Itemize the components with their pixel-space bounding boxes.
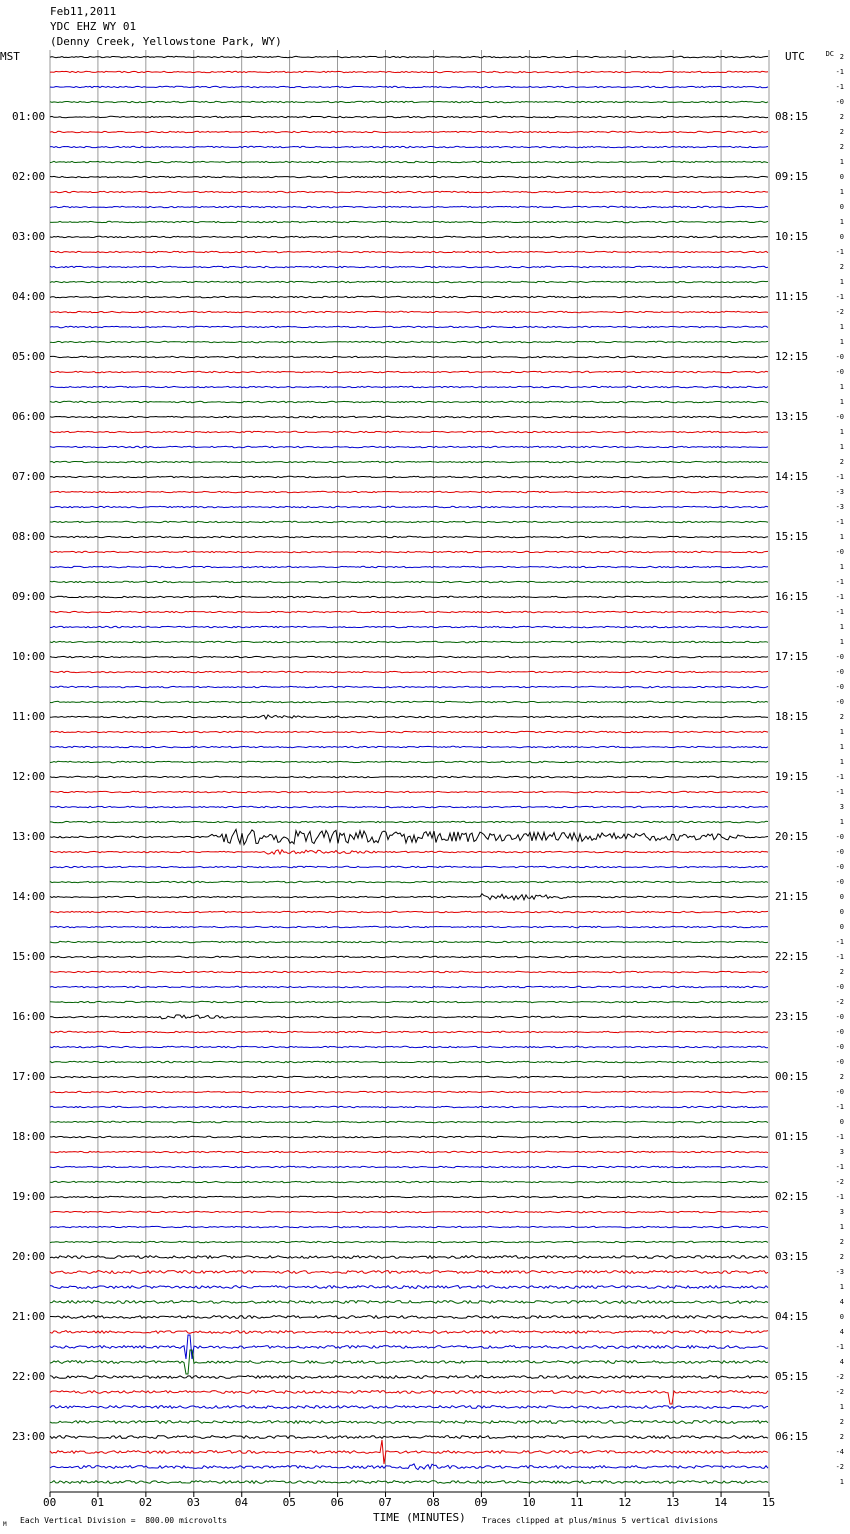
dc-offset-label: -1 — [835, 1163, 844, 1171]
trace-row — [50, 1331, 768, 1334]
trace-row — [50, 956, 768, 957]
location-label: (Denny Creek, Yellowstone Park, WY) — [50, 35, 282, 48]
trace-row — [50, 341, 768, 342]
trace-row — [50, 566, 768, 567]
dc-offset-label: -1 — [835, 608, 844, 616]
right-hour-label: 10:15 — [775, 230, 809, 243]
dc-offset-label: 4 — [839, 1328, 844, 1336]
dc-offset-label: 2 — [839, 143, 844, 151]
dc-offset-label: 0 — [839, 1118, 844, 1126]
trace-row — [50, 146, 768, 147]
x-axis-title: TIME (MINUTES) — [373, 1511, 466, 1524]
left-hour-label: 12:00 — [12, 770, 46, 783]
trace-row — [50, 431, 768, 432]
trace-row — [50, 1436, 768, 1439]
x-tick-label: 06 — [330, 1496, 344, 1509]
dc-offset-label: 1 — [839, 278, 844, 286]
dc-offset-label: -1 — [835, 788, 844, 796]
trace-row — [50, 1001, 768, 1002]
left-hour-label: 09:00 — [12, 590, 46, 603]
dc-offset-label: 1 — [839, 398, 844, 406]
trace-row — [50, 386, 768, 387]
x-tick-label: 15 — [762, 1496, 776, 1509]
station-label: YDC EHZ WY 01 — [50, 20, 137, 33]
x-tick-label: 05 — [282, 1496, 296, 1509]
trace-row — [50, 1166, 768, 1167]
dc-offset-label: 2 — [839, 128, 844, 136]
trace-row — [50, 116, 768, 117]
dc-offset-label: -2 — [835, 308, 844, 316]
dc-offset-label: -2 — [835, 998, 844, 1006]
left-hour-label: 01:00 — [12, 110, 46, 123]
dc-heading: DC — [825, 50, 834, 58]
right-hour-label: 01:15 — [775, 1130, 809, 1143]
right-hour-label: 00:15 — [775, 1070, 809, 1083]
dc-offset-label: -1 — [835, 83, 844, 91]
dc-offset-label: -0 — [835, 683, 844, 691]
dc-offset-label: -1 — [835, 293, 844, 301]
trace-row — [50, 1301, 768, 1304]
trace-row — [50, 941, 768, 942]
dc-offset-label: 1 — [839, 1223, 844, 1231]
left-hour-label: 08:00 — [12, 530, 46, 543]
dc-offset-label: 1 — [839, 338, 844, 346]
trace-row — [50, 1286, 768, 1289]
right-hour-label: 09:15 — [775, 170, 809, 183]
trace-row — [50, 251, 768, 252]
trace-row — [50, 1406, 768, 1409]
dc-offset-label: -1 — [835, 1193, 844, 1201]
trace-row — [50, 581, 768, 582]
dc-offset-label: 1 — [839, 818, 844, 826]
dc-offset-label: -0 — [835, 353, 844, 361]
right-hour-label: 16:15 — [775, 590, 809, 603]
trace-row — [50, 326, 768, 327]
left-hour-label: 10:00 — [12, 650, 46, 663]
left-hour-label: 17:00 — [12, 1070, 46, 1083]
x-tick-label: 10 — [522, 1496, 536, 1509]
trace-row — [50, 1015, 768, 1019]
trace-row — [50, 221, 768, 222]
right-hour-label: 02:15 — [775, 1190, 809, 1203]
trace-row — [50, 1464, 768, 1470]
trace-row — [50, 401, 768, 402]
dc-offset-label: 1 — [839, 323, 844, 331]
dc-offset-label: -0 — [835, 833, 844, 841]
trace-row — [50, 296, 768, 297]
dc-offset-label: -1 — [835, 518, 844, 526]
dc-offset-label: -1 — [835, 953, 844, 961]
dc-offset-label: 1 — [839, 158, 844, 166]
dc-offset-label: -2 — [835, 1373, 844, 1381]
x-tick-label: 00 — [43, 1496, 57, 1509]
trace-row — [50, 656, 768, 657]
right-hour-label: 03:15 — [775, 1250, 809, 1263]
right-hour-label: 15:15 — [775, 530, 809, 543]
trace-row — [50, 446, 768, 447]
trace-row — [50, 1335, 768, 1359]
dc-offset-label: -1 — [835, 1103, 844, 1111]
trace-row — [50, 1241, 768, 1242]
dc-offset-label: 1 — [839, 758, 844, 766]
trace-row — [50, 1271, 768, 1274]
trace-row — [50, 671, 768, 672]
left-hour-label: 04:00 — [12, 290, 46, 303]
trace-row — [50, 986, 768, 987]
trace-row — [50, 536, 768, 537]
dc-offset-label: 2 — [839, 113, 844, 121]
dc-offset-label: -1 — [835, 773, 844, 781]
right-hour-label: 19:15 — [775, 770, 809, 783]
trace-row — [50, 850, 768, 854]
dc-offset-label: -1 — [835, 1343, 844, 1351]
dc-offset-label: -1 — [835, 248, 844, 256]
dc-offset-label: 2 — [839, 1238, 844, 1246]
left-timezone-label: MST — [0, 50, 20, 63]
dc-offset-label: 0 — [839, 233, 844, 241]
trace-row — [50, 971, 768, 972]
left-hour-label: 02:00 — [12, 170, 46, 183]
dc-offset-label: -3 — [835, 488, 844, 496]
trace-row — [50, 101, 768, 102]
dc-offset-label: 0 — [839, 893, 844, 901]
trace-row — [50, 626, 768, 627]
dc-offset-label: 1 — [839, 533, 844, 541]
dc-offset-label: 0 — [839, 908, 844, 916]
x-tick-label: 01 — [90, 1496, 105, 1509]
dc-offset-label: 1 — [839, 1478, 844, 1486]
dc-offset-label: 3 — [839, 803, 844, 811]
trace-row — [50, 611, 768, 612]
trace-row — [50, 266, 768, 267]
right-hour-label: 05:15 — [775, 1370, 809, 1383]
dc-offset-label: -0 — [835, 413, 844, 421]
trace-row — [50, 701, 768, 702]
dc-offset-label: -0 — [835, 698, 844, 706]
clip-note: Traces clipped at plus/minus 5 vertical divisions — [482, 1516, 719, 1525]
dc-offset-label: 2 — [839, 968, 844, 976]
x-tick-label: 09 — [474, 1496, 488, 1509]
dc-offset-label: -1 — [835, 473, 844, 481]
dc-offset-label: 2 — [839, 713, 844, 721]
right-hour-label: 14:15 — [775, 470, 809, 483]
dc-offset-label: 2 — [839, 1073, 844, 1081]
trace-row — [50, 881, 768, 882]
x-tick-label: 08 — [426, 1496, 440, 1509]
trace-row — [50, 461, 768, 462]
dc-offset-label: -0 — [835, 1043, 844, 1051]
trace-row — [50, 894, 768, 900]
left-hour-label: 07:00 — [12, 470, 46, 483]
trace-row — [50, 521, 768, 522]
dc-offset-label: -0 — [835, 368, 844, 376]
trace-row — [50, 829, 768, 844]
dc-offset-label: 1 — [839, 728, 844, 736]
trace-row — [50, 491, 768, 492]
trace-row — [50, 1211, 768, 1212]
dc-offset-label: -4 — [835, 1448, 844, 1456]
trace-row — [50, 56, 768, 57]
dc-offset-label: -1 — [835, 578, 844, 586]
trace-row — [50, 1046, 768, 1047]
right-hour-label: 22:15 — [775, 950, 809, 963]
dc-offset-label: -2 — [835, 1463, 844, 1471]
trace-row — [50, 1481, 768, 1484]
right-hour-label: 06:15 — [775, 1430, 809, 1443]
right-hour-label: 11:15 — [775, 290, 809, 303]
dc-offset-label: -2 — [835, 1388, 844, 1396]
dc-offset-label: -0 — [835, 1088, 844, 1096]
dc-offset-label: 3 — [839, 1148, 844, 1156]
trace-row — [50, 715, 768, 719]
trace-row — [50, 1226, 768, 1227]
dc-offset-label: 1 — [839, 428, 844, 436]
left-hour-label: 23:00 — [12, 1430, 46, 1443]
left-hour-label: 20:00 — [12, 1250, 46, 1263]
dc-offset-label: 2 — [839, 1433, 844, 1441]
trace-row — [50, 686, 768, 687]
trace-row — [50, 1391, 768, 1404]
dc-offset-label: -1 — [835, 593, 844, 601]
trace-row — [50, 776, 768, 777]
trace-row — [50, 1136, 768, 1137]
trace-row — [50, 1061, 768, 1062]
dc-offset-label: 4 — [839, 1358, 844, 1366]
dc-offset-label: 4 — [839, 1298, 844, 1306]
dc-offset-label: 0 — [839, 1313, 844, 1321]
x-tick-label: 02 — [138, 1496, 153, 1509]
x-tick-label: 13 — [666, 1496, 680, 1509]
right-hour-label: 04:15 — [775, 1310, 809, 1323]
x-tick-label: 04 — [234, 1496, 248, 1509]
trace-row — [50, 1316, 768, 1319]
trace-row — [50, 551, 768, 552]
dc-offset-label: 2 — [839, 458, 844, 466]
dc-offset-label: -0 — [835, 98, 844, 106]
trace-row — [50, 191, 768, 192]
dc-offset-label: -0 — [835, 548, 844, 556]
dc-offset-label: -0 — [835, 653, 844, 661]
dc-offset-label: 1 — [839, 563, 844, 571]
left-hour-label: 22:00 — [12, 1370, 46, 1383]
trace-row — [50, 821, 768, 822]
right-hour-label: 21:15 — [775, 890, 809, 903]
dc-offset-label: -1 — [835, 938, 844, 946]
trace-row — [50, 356, 768, 357]
dc-offset-label: -0 — [835, 1013, 844, 1021]
trace-row — [50, 1151, 768, 1152]
dc-offset-label: 1 — [839, 188, 844, 196]
dc-offset-label: 1 — [839, 1403, 844, 1411]
left-hour-label: 21:00 — [12, 1310, 46, 1323]
trace-row — [50, 1181, 768, 1182]
trace-row — [50, 371, 768, 372]
dc-offset-label: 1 — [839, 218, 844, 226]
trace-row — [50, 1350, 768, 1374]
trace-row — [50, 1421, 768, 1424]
dc-offset-label: 1 — [839, 638, 844, 646]
dc-offset-label: 1 — [839, 1283, 844, 1291]
trace-row — [50, 1031, 768, 1032]
dc-offset-label: 2 — [839, 263, 844, 271]
trace-row — [50, 926, 768, 927]
dc-offset-label: 1 — [839, 383, 844, 391]
dc-offset-label: 0 — [839, 203, 844, 211]
dc-offset-label: 1 — [839, 623, 844, 631]
date-label: Feb11,2011 — [50, 5, 117, 18]
trace-row — [50, 911, 768, 912]
trace-row — [50, 866, 768, 867]
dc-offset-label: -0 — [835, 1028, 844, 1036]
scale-note: Each Vertical Division = 800.00 microvolts — [20, 1516, 228, 1525]
trace-row — [50, 161, 768, 162]
trace-row — [50, 131, 768, 132]
trace-row — [50, 1106, 768, 1107]
left-hour-label: 03:00 — [12, 230, 46, 243]
dc-offset-label: -0 — [835, 863, 844, 871]
trace-row — [50, 236, 768, 237]
trace-row — [50, 71, 768, 72]
right-hour-label: 23:15 — [775, 1010, 809, 1023]
trace-row — [50, 761, 768, 762]
trace-row — [50, 176, 768, 177]
trace-row — [50, 281, 768, 282]
left-hour-label: 18:00 — [12, 1130, 46, 1143]
trace-row — [50, 311, 768, 312]
dc-offset-label: -3 — [835, 503, 844, 511]
trace-row — [50, 1091, 768, 1092]
dc-offset-label: 2 — [839, 1418, 844, 1426]
x-tick-label: 14 — [714, 1496, 728, 1509]
dc-offset-label: -0 — [835, 983, 844, 991]
corner-mark: M — [3, 1521, 7, 1528]
dc-offset-label: 0 — [839, 923, 844, 931]
dc-offset-label: -1 — [835, 1133, 844, 1141]
trace-row — [50, 476, 768, 477]
left-hour-label: 05:00 — [12, 350, 46, 363]
right-hour-label: 08:15 — [775, 110, 809, 123]
right-timezone-label: UTC — [785, 50, 805, 63]
left-hour-label: 11:00 — [12, 710, 46, 723]
trace-row — [50, 791, 768, 792]
trace-row — [50, 506, 768, 507]
left-hour-label: 14:00 — [12, 890, 46, 903]
dc-offset-label: 1 — [839, 743, 844, 751]
right-hour-label: 18:15 — [775, 710, 809, 723]
trace-row — [50, 731, 768, 732]
left-hour-label: 19:00 — [12, 1190, 46, 1203]
dc-offset-label: 3 — [839, 1208, 844, 1216]
right-hour-label: 12:15 — [775, 350, 809, 363]
right-hour-label: 20:15 — [775, 830, 809, 843]
dc-offset-label: 1 — [839, 443, 844, 451]
dc-offset-label: -0 — [835, 848, 844, 856]
left-hour-label: 15:00 — [12, 950, 46, 963]
dc-offset-label: -0 — [835, 1058, 844, 1066]
x-tick-label: 07 — [378, 1496, 392, 1509]
right-hour-label: 13:15 — [775, 410, 809, 423]
dc-offset-label: -1 — [835, 68, 844, 76]
left-hour-label: 13:00 — [12, 830, 46, 843]
trace-row — [50, 1376, 768, 1379]
trace-row — [50, 86, 768, 87]
trace-row — [50, 1256, 768, 1259]
right-hour-label: 17:15 — [775, 650, 809, 663]
x-tick-label: 11 — [570, 1496, 584, 1509]
trace-row — [50, 1076, 768, 1077]
dc-offset-label: 2 — [839, 1253, 844, 1261]
left-hour-label: 06:00 — [12, 410, 46, 423]
trace-row — [50, 416, 768, 417]
trace-row — [50, 1196, 768, 1197]
left-hour-label: 16:00 — [12, 1010, 46, 1023]
dc-offset-label: 2 — [839, 53, 844, 61]
trace-row — [50, 206, 768, 207]
trace-row — [50, 806, 768, 807]
dc-offset-label: -3 — [835, 1268, 844, 1276]
trace-row — [50, 596, 768, 597]
dc-offset-label: -0 — [835, 668, 844, 676]
dc-offset-label: 0 — [839, 173, 844, 181]
trace-row — [50, 641, 768, 642]
trace-row — [50, 746, 768, 747]
dc-offset-label: -2 — [835, 1178, 844, 1186]
x-tick-label: 03 — [186, 1496, 201, 1509]
trace-row — [50, 1121, 768, 1122]
dc-offset-label: -0 — [835, 878, 844, 886]
trace-row — [50, 1440, 768, 1464]
x-tick-label: 12 — [618, 1496, 632, 1509]
